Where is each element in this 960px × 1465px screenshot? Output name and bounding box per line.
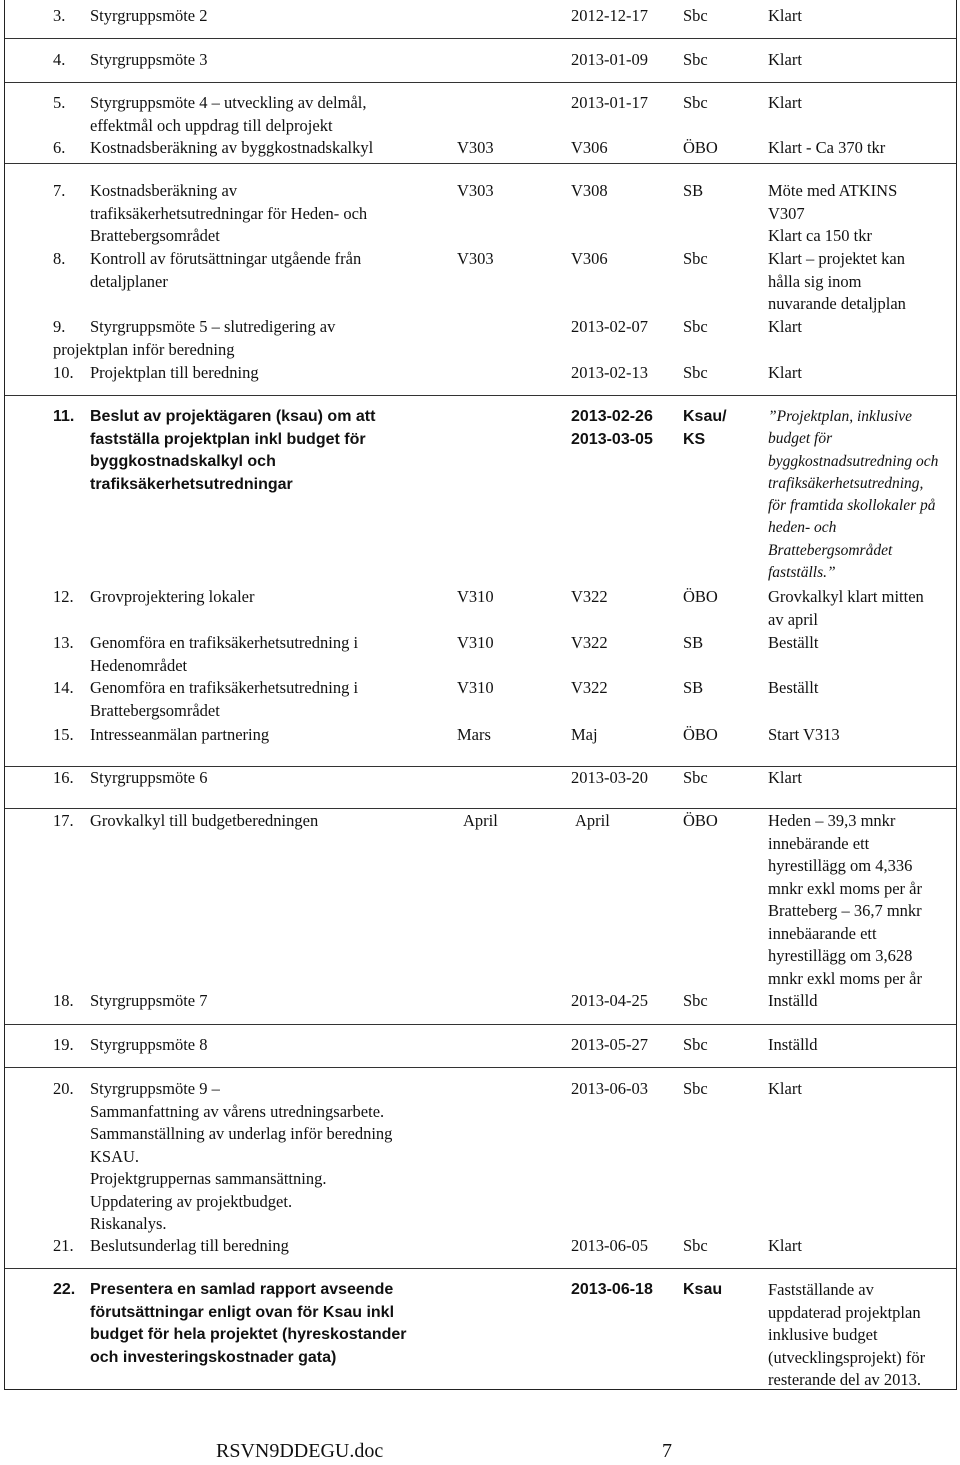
row-status: Heden – 39,3 mnkr innebärande ett hyrestillägg om 4,336 mnkr exkl moms per år Bratteberg – 36,7 mnkr innebäarande ett hyrestillägg om 3,628 mnkr exkl moms per år [768,811,922,988]
table-row [5,5,956,39]
row-number: 20. [53,1079,74,1098]
row-status: Start V313 [768,725,840,744]
row-number: 3. [53,6,66,25]
row-responsible: SB [683,633,704,652]
row-number: 6. [53,138,66,157]
table-row [5,362,956,396]
row-responsible: Sbc [683,249,708,268]
row-number: 18. [53,991,74,1010]
row-responsible: SB [683,181,704,200]
row-activity: Projektplan till beredning [90,363,259,382]
row-status: Klart [768,1079,802,1098]
row-date: 2013-06-03 [571,1079,648,1098]
footer-page-number: 7 [662,1440,672,1462]
row-status: Klart [768,6,802,25]
row-responsible: ÖBO [683,138,718,157]
row-activity: Grovprojektering lokaler [90,587,255,606]
table-row [5,137,956,164]
row-status: Klart [768,93,802,112]
row-number: 7. [53,181,66,200]
table-row [5,406,956,586]
row-number: 13. [53,633,74,652]
row-number: 8. [53,249,66,268]
row-activity: Presentera en samlad rapport avseende förutsättningar enligt ovan för Ksau inkl budget för hela projektet (hyreskostander och investeringskostnader gata) [90,1281,407,1366]
row-activity: Styrgruppsmöte 4 – utveckling av delmål, effektmål och uppdrag till delprojekt [90,93,367,135]
row-responsible: Sbc [683,363,708,382]
row-activity: Styrgruppsmöte 6 [90,768,208,787]
row-status: Klart [768,317,802,336]
row-responsible: Sbc [683,317,708,336]
row-activity: Beslut av projektägaren (ksau) om att fastställa projektplan inkl budget för byggkostnadskalkyl och trafiksäkerhetsutredningar [90,408,376,493]
row-number: 15. [53,725,74,744]
row-status: Fastställande av uppdaterad projektplan inklusive budget (utvecklingsprojekt) för resterande del av 2013. [768,1280,926,1389]
row-status: Klart - Ca 370 tkr [768,138,886,157]
row-date: 2013-03-20 [571,768,648,787]
row-responsible: Sbc [683,93,708,112]
row-start: V303 [457,138,494,157]
row-activity: Intresseanmälan partnering [90,725,270,744]
table-row [5,1078,956,1235]
table-row [5,1235,956,1269]
row-status: Inställd [768,1035,818,1054]
row-activity: Kontroll av förutsättningar utgående från detaljplaner [90,249,362,291]
table-row [5,632,956,678]
row-number: 5. [53,93,66,112]
row-activity: Styrgruppsmöte 3 [90,50,208,69]
row-activity: Grovkalkyl till budgetberedningen [90,811,319,830]
row-status: Klart [768,50,802,69]
table-row [5,180,956,248]
table-row [5,767,956,809]
row-status: Beställt [768,678,819,697]
row-responsible: Ksau [683,1281,723,1298]
row-start: Mars [457,725,491,744]
row-date: 2013-05-27 [571,1035,648,1054]
row-number: 12. [53,587,74,606]
row-status: Klart [768,363,802,382]
row-status: Grovkalkyl klart mitten av april [768,587,924,629]
row-activity: Styrgruppsmöte 5 – slutredigering av projektplan inför beredning [53,317,336,359]
row-status: Möte med ATKINS V307 Klart ca 150 tkr [768,181,898,245]
row-number: 16. [53,768,74,787]
row-responsible: Sbc [683,1035,708,1054]
row-end: V306 [571,138,608,157]
row-responsible: Sbc [683,1236,708,1255]
row-activity: Beslutsunderlag till beredning [90,1236,289,1255]
row-status: Klart [768,1236,802,1255]
table-row [5,810,956,990]
row-activity: Styrgruppsmöte 2 [90,6,208,25]
row-date: 2013-02-26 2013-03-05 [571,408,653,448]
row-number: 10. [53,363,74,382]
row-end: V308 [571,181,608,200]
row-responsible: ÖBO [683,811,718,830]
row-responsible: Sbc [683,1079,708,1098]
row-start: V310 [457,633,494,652]
table-row [5,49,956,83]
row-number: 17. [53,811,74,830]
table-row [5,724,956,767]
row-responsible: Sbc [683,50,708,69]
footer-filename: RSVN9DDEGU.doc [216,1440,384,1462]
row-end: V322 [571,587,608,606]
row-start: V303 [457,249,494,268]
table-row [5,586,956,632]
row-activity: Styrgruppsmöte 7 [90,991,208,1010]
row-activity: Genomföra en trafiksäkerhetsutredning i Brattebergsområdet [90,678,359,720]
row-end: Maj [571,725,598,744]
row-end: V306 [571,249,608,268]
row-activity: Styrgruppsmöte 9 – Sammanfattning av vårens utredningsarbete. Sammanställning av underlag inför beredning KSAU. Projektgruppernas sammansättning. Uppdatering av projektbudget. Riskanalys. [90,1079,393,1233]
row-end: V322 [571,633,608,652]
table-row [5,1279,956,1389]
row-status: Klart [768,768,802,787]
table-row [5,248,956,316]
row-number: 11. [53,408,75,425]
table-row [5,677,956,723]
row-start: V310 [457,587,494,606]
table-row [5,990,956,1025]
row-activity: Kostnadsberäkning av byggkostnadskalkyl [90,138,374,157]
row-responsible: Sbc [683,6,708,25]
row-number: 22. [53,1281,76,1298]
row-status: Klart – projektet kan hålla sig inom nuvarande detaljplan [768,249,906,313]
table-row [5,92,956,137]
table-row [5,1034,956,1068]
row-responsible: ÖBO [683,725,718,744]
row-date: 2012-12-17 [571,6,648,25]
row-date: 2013-02-07 [571,317,648,336]
row-date: 2013-01-17 [571,93,648,112]
row-responsible: Sbc [683,991,708,1010]
row-number: 14. [53,678,74,697]
table-row [5,316,956,362]
row-number: 9. [53,317,66,336]
activity-table [4,0,957,1390]
row-responsible: Ksau/ KS [683,408,727,448]
row-date: 2013-01-09 [571,50,648,69]
row-date: 2013-04-25 [571,991,648,1010]
row-date: 2013-06-18 [571,1281,653,1298]
row-start: April [463,811,498,830]
row-number: 4. [53,50,66,69]
row-activity: Kostnadsberäkning av trafiksäkerhetsutredningar för Heden- och Brattebergsområdet [90,181,368,245]
row-start: V310 [457,678,494,697]
row-date: 2013-02-13 [571,363,648,382]
row-activity: Genomföra en trafiksäkerhetsutredning i Hedenområdet [90,633,359,675]
row-date: 2013-06-05 [571,1236,648,1255]
row-responsible: SB [683,678,704,697]
row-end: April [575,811,610,830]
row-status: ”Projektplan, inklusive budget för byggkostnadsutredning och trafiksäkerhetsutredning, för framtida skollokaler på heden- och Brattebergsområdet fastställs.” [768,408,939,582]
row-responsible: Sbc [683,768,708,787]
row-number: 21. [53,1236,74,1255]
row-number: 19. [53,1035,74,1054]
row-status: Beställt [768,633,819,652]
row-status: Inställd [768,991,818,1010]
row-responsible: ÖBO [683,587,718,606]
row-start: V303 [457,181,494,200]
row-end: V322 [571,678,608,697]
row-activity: Styrgruppsmöte 8 [90,1035,208,1054]
